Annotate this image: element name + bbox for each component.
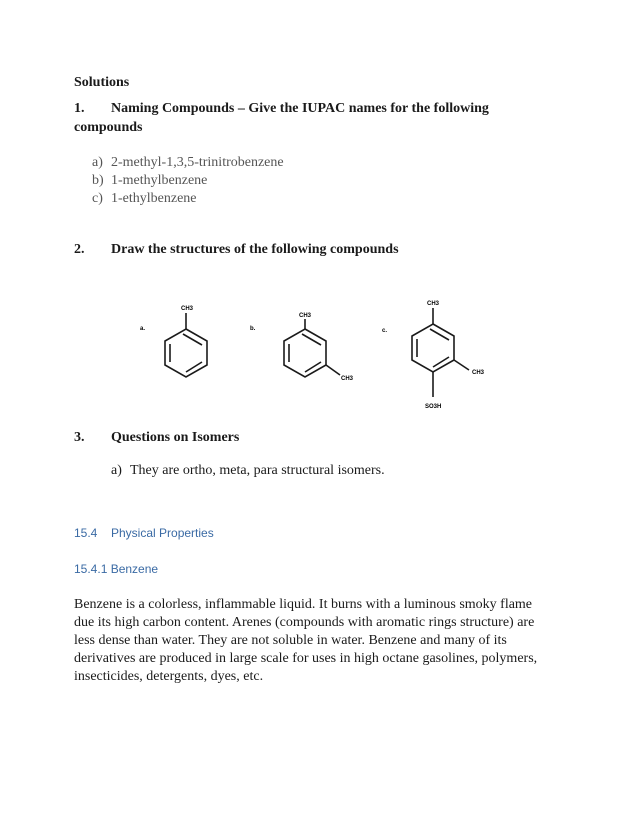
paragraph-line: Benzene is a colorless, inflammable liquid. It burns with a luminous smoky flame	[74, 597, 533, 612]
structures-figure	[0, 290, 630, 420]
question-3-text: Questions on Isomers	[111, 430, 240, 445]
answer-item: a) 2-methyl-1,3,5-trinitrobenzene	[92, 155, 284, 170]
structure-b-group-ch3-top: CH3	[299, 313, 312, 319]
double-bond-a2	[186, 362, 202, 372]
question-1-heading-cont: compounds	[74, 120, 143, 135]
subsection-heading: 15.4.1 Benzene	[74, 562, 159, 576]
answer-item: b) 1-methylbenzene	[92, 173, 208, 188]
page-title: Solutions	[74, 75, 130, 90]
double-bond-c2	[433, 357, 449, 367]
answer-item: c) 1-ethylbenzene	[92, 191, 197, 206]
question-3-answer: a) They are ortho, meta, para structural isomers.	[111, 463, 385, 478]
bond-b-ch3-side	[326, 365, 340, 375]
structure-a-label: a.	[140, 326, 146, 332]
question-2-heading	[74, 242, 399, 258]
structure-c-group-ch3-side: CH3	[472, 370, 485, 376]
paragraph-line: due its high carbon content. Arenes (compounds with aromatic rings structure) are	[74, 615, 535, 630]
structure-c-group-ch3-top: CH3	[427, 301, 440, 307]
structure-b-group-ch3-side: CH3	[341, 376, 354, 382]
structure-c	[412, 308, 469, 397]
structure-c-group-so3h: SO3H	[425, 404, 442, 410]
question-1-heading	[74, 101, 489, 117]
double-bond-b2	[305, 362, 321, 372]
benzene-paragraph	[74, 596, 559, 686]
paragraph-line: insecticides, detergents, dyes, etc.	[74, 669, 264, 684]
question-1-text: Naming Compounds – Give the IUPAC names for the following	[111, 101, 489, 116]
paragraph-line: derivatives are produced in large scale for uses in high octane gasolines, polymers,	[74, 651, 538, 666]
structure-a-group-ch3: CH3	[181, 306, 194, 312]
question-3-number: 3.	[74, 430, 85, 445]
paragraph-line: less dense than water. They are not soluble in water. Benzene and many of its	[74, 633, 507, 648]
bond-c-ch3-side	[454, 360, 469, 370]
question-1-number: 1.	[74, 101, 85, 116]
structure-b-label: b.	[250, 326, 256, 332]
question-2-number: 2.	[74, 242, 85, 257]
question-3-heading	[74, 430, 239, 446]
question-2-text: Draw the structures of the following compounds	[111, 242, 399, 257]
section-heading: 15.4 Physical Properties	[74, 526, 214, 540]
structure-b	[284, 319, 340, 377]
structure-a	[165, 313, 207, 377]
structure-c-label: c.	[382, 328, 388, 334]
question-1-answers	[92, 154, 284, 208]
